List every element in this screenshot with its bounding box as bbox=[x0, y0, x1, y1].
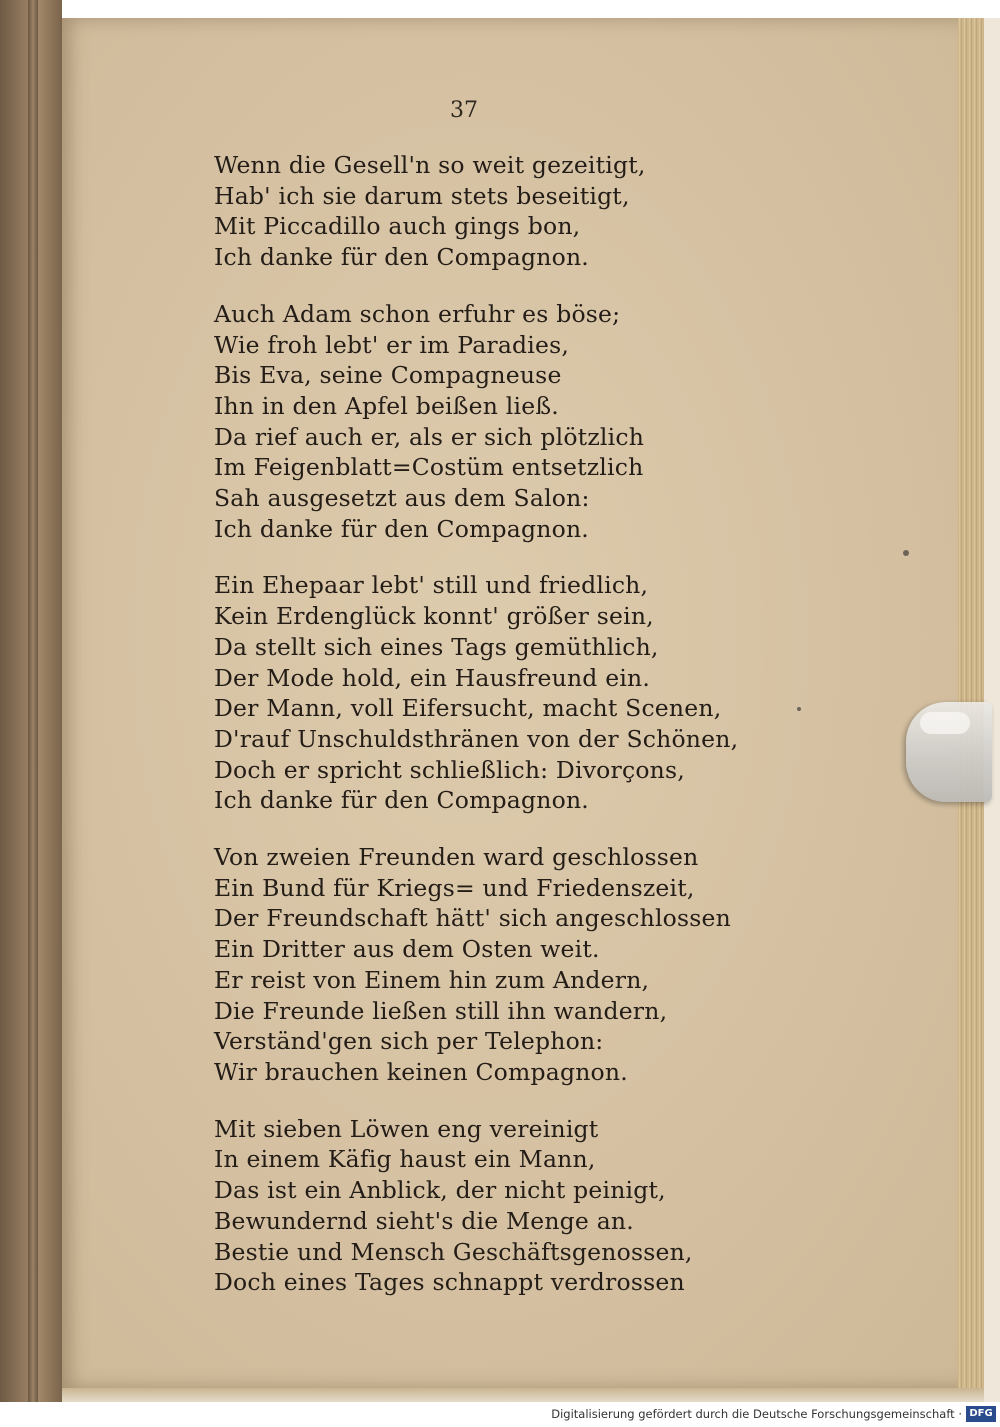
poem-line: Da stellt sich eines Tags gemüthlich, bbox=[214, 632, 659, 661]
poem-line: Auch Adam schon erfuhr es böse; bbox=[214, 299, 621, 328]
poem-line: Ein Dritter aus dem Osten weit. bbox=[214, 935, 600, 964]
poem-line: Sah ausgesetzt aus dem Salon: bbox=[214, 484, 590, 513]
stanza-4 bbox=[214, 842, 814, 1088]
poem-line: Ein Bund für Kriegs= und Friedenszeit, bbox=[214, 873, 695, 902]
poem-line: Bewundernd sieht's die Menge an. bbox=[214, 1206, 634, 1235]
poem-line: Der Freundschaft hätt' sich angeschlossen bbox=[214, 904, 731, 933]
poem-line: Wie froh lebt' er im Paradies, bbox=[214, 330, 570, 359]
poem-line: Kein Erdenglück konnt' größer sein, bbox=[214, 602, 654, 631]
poem-line: Da rief auch er, als er sich plötzlich bbox=[214, 422, 645, 451]
poem-line: Doch eines Tages schnappt verdrossen bbox=[214, 1268, 685, 1297]
poem-line: Doch er spricht schließlich: Divorçons, bbox=[214, 755, 685, 784]
poem-line: Der Mann, voll Eifersucht, macht Scenen, bbox=[214, 694, 722, 723]
poem-line: Wenn die Gesell'n so weit gezeitigt, bbox=[214, 151, 646, 179]
stanza-2 bbox=[214, 299, 814, 545]
poem-line: Ich danke für den Compagnon. bbox=[214, 514, 589, 543]
stanza-5 bbox=[214, 1114, 814, 1298]
poem-line: Bis Eva, seine Compagneuse bbox=[214, 361, 562, 390]
left-page-edge bbox=[0, 0, 62, 1427]
left-page-sheet bbox=[28, 0, 38, 1427]
footer-bar bbox=[0, 1402, 1000, 1427]
poem-text bbox=[214, 150, 814, 1298]
poem-line: In einem Käfig haust ein Mann, bbox=[214, 1145, 596, 1174]
bottom-page-edge bbox=[62, 1388, 984, 1402]
poem-line: Hab' ich sie darum stets beseitigt, bbox=[214, 181, 630, 210]
stanza-3 bbox=[214, 570, 814, 816]
page-number: 37 bbox=[450, 98, 478, 123]
poem-line: Mit Piccadillo auch gings bon, bbox=[214, 212, 581, 241]
poem-line: Ich danke für den Compagnon. bbox=[214, 243, 589, 272]
poem-line: Er reist von Einem hin zum Andern, bbox=[214, 965, 650, 994]
poem-line: Die Freunde ließen still ihn wandern, bbox=[214, 996, 668, 1025]
poem-line: Ihn in den Apfel beißen ließ. bbox=[214, 391, 559, 420]
poem-line: Wir brauchen keinen Compagnon. bbox=[214, 1057, 628, 1086]
poem-line: Verständ'gen sich per Telephon: bbox=[214, 1027, 604, 1056]
poem-line: Bestie und Mensch Geschäftsgenossen, bbox=[214, 1237, 693, 1266]
poem-line: Im Feigenblatt=Costüm entsetzlich bbox=[214, 453, 644, 482]
stanza-1 bbox=[214, 150, 814, 273]
funding-notice: Digitalisierung gefördert durch die Deutsche Forschungsgemeinschaft · bbox=[551, 1407, 962, 1421]
poem-line: Mit sieben Löwen eng vereinigt bbox=[214, 1114, 599, 1143]
dfg-logo: DFG bbox=[966, 1406, 996, 1422]
paper-speck bbox=[903, 550, 909, 556]
poem-line: D'rauf Unschuldsthränen von der Schönen, bbox=[214, 724, 739, 753]
poem-line: Von zweien Freunden ward geschlossen bbox=[214, 843, 699, 872]
poem-line: Ich danke für den Compagnon. bbox=[214, 786, 589, 815]
poem-line: Der Mode hold, ein Hausfreund ein. bbox=[214, 663, 651, 692]
poem-line: Ein Ehepaar lebt' still und friedlich, bbox=[214, 571, 649, 600]
bookmark-clip bbox=[906, 702, 992, 802]
poem-line: Das ist ein Anblick, der nicht peinigt, bbox=[214, 1176, 666, 1205]
